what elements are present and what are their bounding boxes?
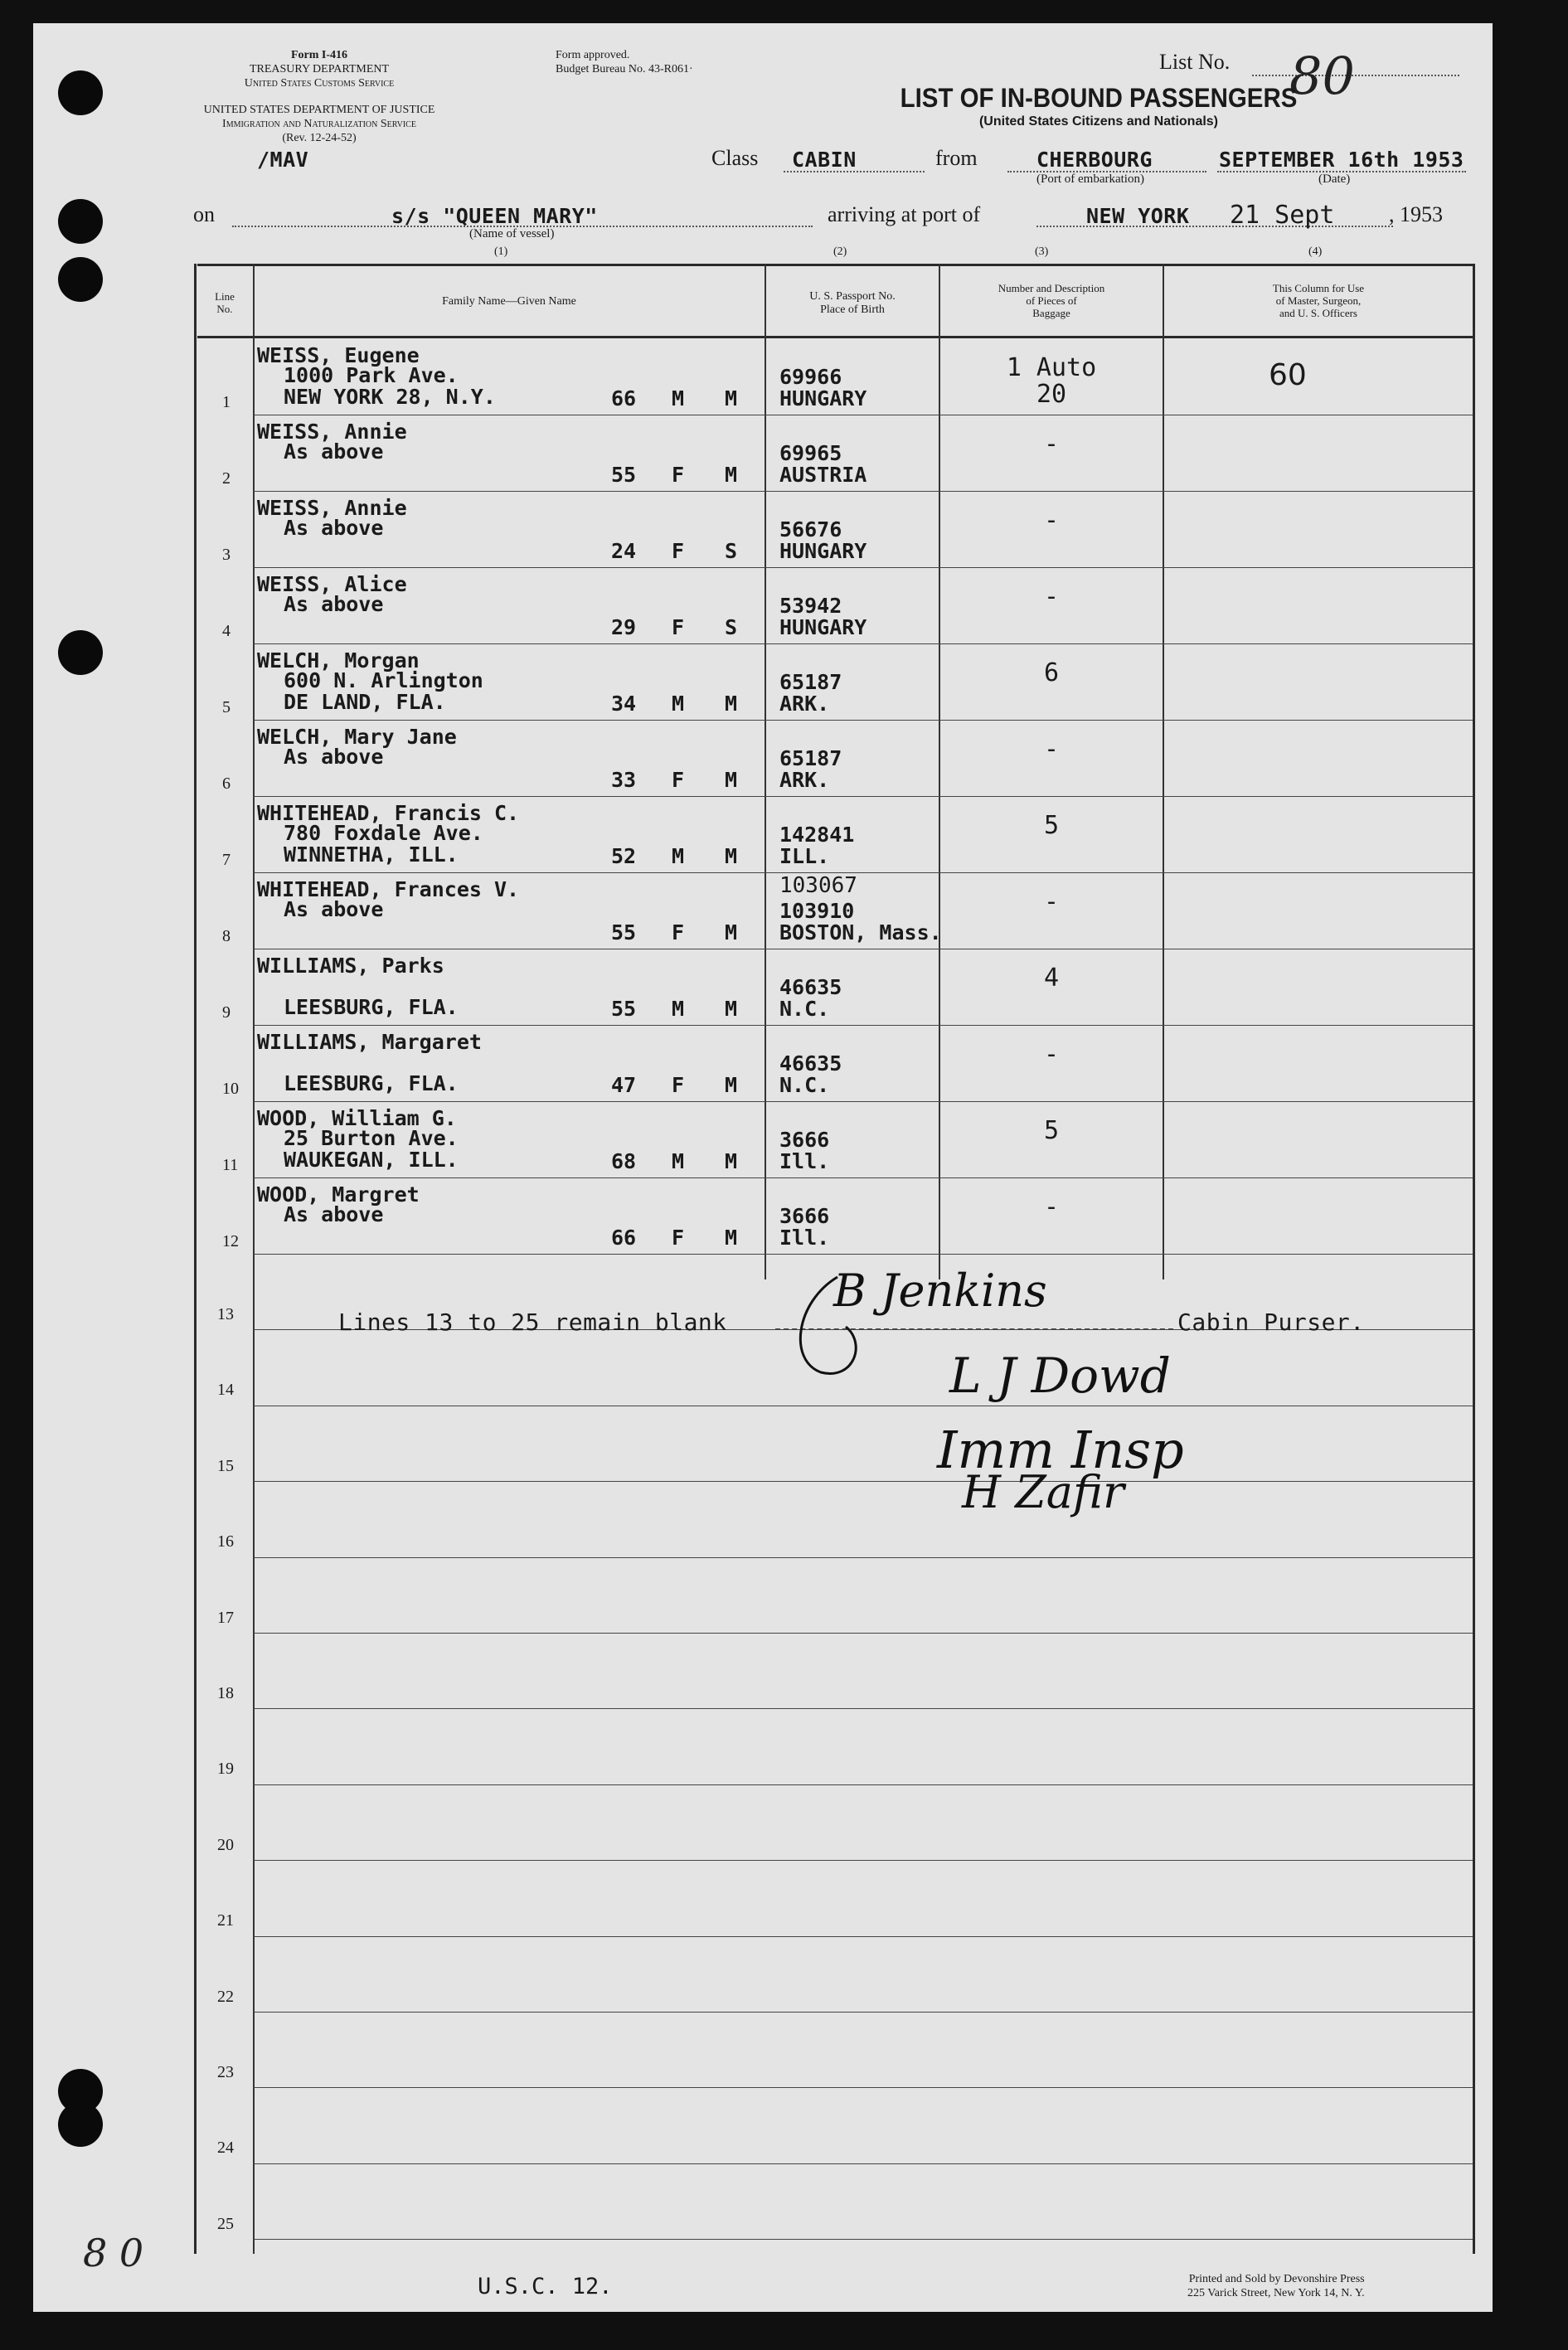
row-divider <box>254 2087 1473 2088</box>
passenger-sex: F <box>672 615 685 639</box>
passenger-address-1: As above <box>284 439 384 464</box>
passenger-name: WHITEHEAD, Francis C. <box>257 801 520 825</box>
row-line-number: 25 <box>217 2214 234 2233</box>
row-divider <box>254 1177 1473 1178</box>
passenger-name: WOOD, William G. <box>257 1106 457 1130</box>
customs-service: United States Customs Service <box>244 77 395 90</box>
passenger-sex: F <box>672 920 685 944</box>
passport-number: 69965 <box>779 441 842 465</box>
baggage-count: 1 Auto <box>1006 353 1097 382</box>
row-line-number: 17 <box>217 1608 234 1627</box>
passport-number: 3666 <box>779 1204 830 1228</box>
form-subtitle: (United States Citizens and Nationals) <box>978 114 1219 129</box>
row-divider <box>254 1101 1473 1102</box>
passport-number: 103910 <box>779 899 855 923</box>
form-title: LIST OF IN-BOUND PASSENGERS <box>900 83 1298 113</box>
row-divider <box>254 2012 1473 2013</box>
row-line-number: 19 <box>217 1760 234 1779</box>
form-number: Form I-416 <box>290 49 348 61</box>
row-divider <box>254 1936 1473 1937</box>
list-no-value: 80 <box>1289 46 1355 106</box>
list-no-label: List No. <box>1159 50 1231 74</box>
baggage-count: 5 <box>1043 811 1060 840</box>
place-of-birth: N.C. <box>779 1073 830 1097</box>
baggage-count: - <box>1043 1040 1060 1069</box>
passenger-marital-status: S <box>725 539 738 563</box>
col-header-baggage: Number and Description of Pieces of Baggage <box>998 282 1105 319</box>
list-no-line <box>1252 75 1459 76</box>
passenger-address-1: As above <box>284 1202 384 1226</box>
passenger-address-1: 1000 Park Ave. <box>284 363 459 387</box>
row-divider <box>254 1025 1473 1026</box>
passenger-marital-status: M <box>725 844 738 868</box>
passenger-age: 24 <box>611 539 637 563</box>
officer-note: 60 <box>1269 358 1307 392</box>
row-divider <box>254 491 1473 492</box>
passenger-name: WILLIAMS, Parks <box>257 954 444 978</box>
passenger-sex: M <box>672 997 685 1021</box>
row-line-number: 2 <box>222 469 231 488</box>
row-line-number: 14 <box>217 1381 234 1400</box>
passenger-sex: F <box>672 1226 685 1250</box>
baggage-count: 6 <box>1043 658 1060 687</box>
immigration-service: Immigration and Naturalization Service <box>222 118 416 130</box>
passport-number: 65187 <box>779 746 842 770</box>
passport-number-corrected: 103067 <box>779 873 857 898</box>
place-of-birth: AUSTRIA <box>779 463 867 487</box>
passenger-marital-status: M <box>725 920 738 944</box>
passport-number: 53942 <box>779 594 842 618</box>
purser-label: Cabin Purser. <box>1177 1309 1365 1336</box>
table-header-rule <box>197 336 1474 338</box>
row-divider <box>254 643 1473 644</box>
passenger-marital-status: M <box>725 463 738 487</box>
row-divider <box>254 567 1473 568</box>
place-of-birth: HUNGARY <box>779 386 867 410</box>
passenger-address-2: NEW YORK 28, N.Y. <box>284 385 496 409</box>
corner-mark: 8 0 <box>83 2231 144 2275</box>
passport-number: 142841 <box>779 823 855 847</box>
row-line-number: 13 <box>217 1305 234 1323</box>
baggage-count: - <box>1043 582 1060 611</box>
passport-number: 69966 <box>779 365 842 389</box>
passport-number: 46635 <box>779 1051 842 1075</box>
place-of-birth: Ill. <box>779 1226 830 1250</box>
col-header-name: Family Name—Given Name <box>442 295 576 308</box>
passenger-address-2: DE LAND, FLA. <box>284 690 446 714</box>
treasury-dept: TREASURY DEPARTMENT <box>249 63 390 75</box>
passenger-address-1: As above <box>284 897 384 921</box>
justice-block <box>187 103 452 145</box>
passenger-sex: M <box>672 386 685 410</box>
passport-number: 56676 <box>779 517 842 541</box>
row-divider <box>254 1708 1473 1709</box>
passenger-name: WEISS, Alice <box>257 572 407 596</box>
row-line-number: 7 <box>222 851 231 869</box>
passenger-age: 47 <box>611 1073 637 1097</box>
vessel-name: s/s "QUEEN MARY" <box>391 204 598 228</box>
budget-bureau: Budget Bureau No. 43-R061· <box>556 63 693 75</box>
arrival-year: , 1953 <box>1389 202 1443 226</box>
divider-passport <box>765 264 766 1279</box>
punch-hole <box>58 199 103 244</box>
clerk-initials: /MAV <box>257 148 309 172</box>
passenger-age: 33 <box>611 768 637 792</box>
passenger-name: WHITEHEAD, Frances V. <box>257 877 520 901</box>
baggage-detail: 20 <box>1036 380 1067 409</box>
signature-jenkins: B Jenkins <box>833 1265 1047 1317</box>
baggage-count: - <box>1043 1192 1060 1221</box>
row-line-number: 18 <box>217 1684 234 1702</box>
port-embarkation: CHERBOURG <box>1036 148 1153 172</box>
col-index-1: (1) <box>494 245 508 258</box>
baggage-count: - <box>1043 735 1060 764</box>
form-approved: Form approved. <box>556 49 630 61</box>
passenger-sex: M <box>672 844 685 868</box>
justice-dept: UNITED STATES DEPARTMENT OF JUSTICE <box>203 104 435 116</box>
table-left-rule <box>194 264 197 2254</box>
passenger-name: WEISS, Annie <box>257 420 407 444</box>
baggage-count: - <box>1043 887 1060 916</box>
col-index-4: (4) <box>1308 245 1323 258</box>
punch-hole <box>58 257 103 302</box>
col-header-line-no: Line No. <box>215 290 235 315</box>
divider-line-no <box>253 264 255 2254</box>
row-line-number: 20 <box>217 1835 234 1854</box>
row-divider <box>254 2239 1473 2240</box>
row-divider <box>254 720 1473 721</box>
passenger-marital-status: M <box>725 1226 738 1250</box>
row-line-number: 23 <box>217 2063 234 2081</box>
place-of-birth: HUNGARY <box>779 615 867 639</box>
col-header-passport: U. S. Passport No. Place of Birth <box>809 290 896 316</box>
row-line-number: 16 <box>217 1532 234 1551</box>
from-label: from <box>935 146 978 170</box>
row-divider <box>254 1633 1473 1634</box>
divider-officers <box>1163 264 1164 1279</box>
date-caption: (Date) <box>1318 172 1351 186</box>
passport-number: 3666 <box>779 1128 830 1152</box>
passenger-marital-status: M <box>725 386 738 410</box>
passenger-address-1: As above <box>284 745 384 769</box>
arriving-label: arriving at port of <box>828 202 981 226</box>
passenger-marital-status: M <box>725 1073 738 1097</box>
baggage-count: - <box>1043 506 1060 535</box>
col-index-2: (2) <box>833 245 847 258</box>
printer-block <box>1187 2272 1365 2300</box>
place-of-birth: ILL. <box>779 844 830 868</box>
form-id-block <box>187 48 452 90</box>
place-of-birth: BOSTON, Mass. <box>779 920 942 944</box>
row-divider <box>254 1784 1473 1785</box>
passenger-sex: F <box>672 539 685 563</box>
passenger-age: 55 <box>611 463 637 487</box>
printer-line-2: 225 Varick Street, New York 14, N. Y. <box>1187 2287 1365 2299</box>
row-line-number: 11 <box>222 1156 239 1174</box>
signature-dowd: L J Dowd <box>949 1347 1171 1404</box>
row-divider <box>254 2163 1473 2164</box>
passenger-age: 34 <box>611 692 637 716</box>
passenger-age: 29 <box>611 615 637 639</box>
row-line-number: 4 <box>222 622 231 640</box>
place-of-birth: ARK. <box>779 692 830 716</box>
passport-number: 46635 <box>779 975 842 999</box>
approval-block <box>556 48 693 76</box>
passenger-marital-status: M <box>725 768 738 792</box>
place-of-birth: Ill. <box>779 1149 830 1173</box>
row-line-number: 15 <box>217 1456 234 1475</box>
row-line-number: 5 <box>222 698 231 716</box>
passenger-name: WEISS, Annie <box>257 496 407 520</box>
passenger-address-2: LEESBURG, FLA. <box>284 1071 459 1095</box>
passenger-age: 55 <box>611 997 637 1021</box>
passenger-marital-status: M <box>725 692 738 716</box>
passenger-sex: F <box>672 1073 685 1097</box>
row-divider <box>254 1557 1473 1558</box>
passenger-age: 66 <box>611 1226 637 1250</box>
passenger-address-1: As above <box>284 592 384 616</box>
row-divider <box>254 1860 1473 1861</box>
departure-date: SEPTEMBER 16th 1953 <box>1219 148 1464 172</box>
passenger-address-1: 25 Burton Ave. <box>284 1126 459 1150</box>
class-value: CABIN <box>792 148 857 172</box>
passenger-name: WELCH, Morgan <box>257 648 420 672</box>
passenger-address-1: 780 Foxdale Ave. <box>284 821 483 845</box>
passenger-address-1: 600 N. Arlington <box>284 668 483 692</box>
arrival-port: NEW YORK <box>1086 204 1190 228</box>
form-code: U.S.C. 12. <box>478 2274 613 2299</box>
place-of-birth: N.C. <box>779 997 830 1021</box>
arrival-date: 21 Sept <box>1230 201 1335 230</box>
baggage-count: - <box>1043 430 1060 459</box>
port-caption: (Port of embarkation) <box>1036 172 1144 186</box>
punch-hole <box>58 630 103 675</box>
punch-hole <box>58 2102 103 2147</box>
signature-imm-insp: Imm Insp <box>937 1420 1184 1480</box>
passenger-address-2: WAUKEGAN, ILL. <box>284 1148 459 1172</box>
remain-blank-note: Lines 13 to 25 remain blank <box>338 1309 727 1336</box>
row-line-number: 24 <box>217 2139 234 2158</box>
table-right-rule <box>1473 264 1475 2254</box>
row-line-number: 10 <box>222 1080 239 1098</box>
place-of-birth: HUNGARY <box>779 539 867 563</box>
on-label: on <box>193 202 215 226</box>
passenger-marital-status: M <box>725 997 738 1021</box>
signature-flourish <box>788 1269 887 1385</box>
row-line-number: 6 <box>222 774 231 793</box>
signature-zafir: H Zafir <box>962 1466 1124 1518</box>
row-line-number: 1 <box>222 393 231 411</box>
vessel-caption: (Name of vessel) <box>469 227 555 240</box>
passenger-sex: F <box>672 768 685 792</box>
row-line-number: 9 <box>222 1003 231 1022</box>
row-line-number: 22 <box>217 1987 234 2006</box>
passenger-sex: M <box>672 692 685 716</box>
row-divider <box>254 872 1473 873</box>
row-line-number: 12 <box>222 1232 239 1250</box>
baggage-count: 4 <box>1043 964 1060 993</box>
table-top-rule <box>197 264 1474 266</box>
passenger-sex: M <box>672 1149 685 1173</box>
passenger-address-2: WINNETHA, ILL. <box>284 842 459 867</box>
passenger-name: WOOD, Margret <box>257 1182 420 1207</box>
revision-date: (Rev. 12-24-52) <box>282 132 357 144</box>
passenger-name: WEISS, Eugene <box>257 343 420 367</box>
passport-number: 65187 <box>779 670 842 694</box>
row-divider <box>254 796 1473 797</box>
passenger-marital-status: S <box>725 615 738 639</box>
passenger-name: WELCH, Mary Jane <box>257 725 457 749</box>
passenger-age: 66 <box>611 386 637 410</box>
col-index-3: (3) <box>1035 245 1049 258</box>
row-line-number: 3 <box>222 546 231 564</box>
row-line-number: 8 <box>222 927 231 945</box>
row-line-number: 21 <box>217 1911 234 1930</box>
passenger-age: 52 <box>611 844 637 868</box>
passenger-age: 55 <box>611 920 637 944</box>
passenger-address-1: As above <box>284 516 384 540</box>
baggage-count: 5 <box>1043 1116 1060 1145</box>
punch-hole <box>58 70 103 115</box>
passenger-name: WILLIAMS, Margaret <box>257 1030 482 1054</box>
place-of-birth: ARK. <box>779 768 830 792</box>
row-divider <box>254 1481 1473 1482</box>
passenger-address-2: LEESBURG, FLA. <box>284 995 459 1019</box>
passenger-sex: F <box>672 463 685 487</box>
col-header-officers: This Column for Use of Master, Surgeon, and U. S. Officers <box>1272 282 1365 319</box>
row-divider <box>254 1254 1473 1255</box>
class-line <box>784 171 925 172</box>
passenger-marital-status: M <box>725 1149 738 1173</box>
passenger-age: 68 <box>611 1149 637 1173</box>
printer-line-1: Printed and Sold by Devonshire Press <box>1188 2273 1365 2285</box>
class-label: Class <box>711 146 759 170</box>
